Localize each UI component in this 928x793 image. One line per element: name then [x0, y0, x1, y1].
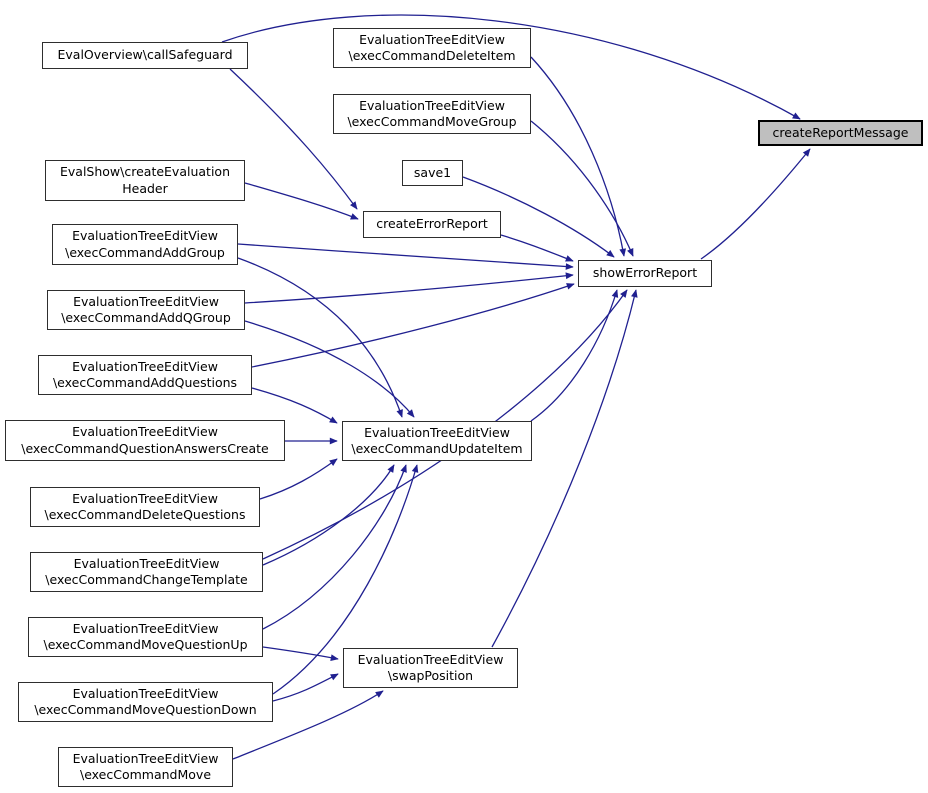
edge-execCommandAddGroup-to-showErrorReport: [238, 244, 573, 267]
node-label: showErrorReport: [592, 265, 698, 281]
node-label: EvaluationTreeEditView: [72, 228, 218, 243]
node-label: \execCommandAddQGroup: [61, 310, 231, 325]
node-execCommandUpdateItem[interactable]: [342, 421, 532, 461]
node-execCommandDeleteItem[interactable]: [333, 28, 531, 68]
node-label: \execCommandAddQuestions: [52, 375, 238, 390]
node-execCommandMove[interactable]: [58, 747, 233, 787]
node-label: \execCommandMoveQuestionUp: [43, 637, 248, 652]
node-label: EvaluationTreeEditView: [72, 620, 219, 636]
node-execCommandMoveGroup[interactable]: [333, 94, 531, 134]
node-label: EvaluationTreeEditView: [73, 293, 219, 309]
node-createErrorReport[interactable]: [363, 211, 501, 238]
node-label: \execCommandUpdateItem: [351, 441, 523, 456]
node-label: EvaluationTreeEditView: [364, 424, 510, 440]
node-callSafeguard[interactable]: [42, 42, 248, 69]
node-label: \execCommandAddGroup: [65, 244, 225, 260]
node-label: EvaluationTreeEditView: [357, 651, 504, 667]
edge-swapPosition-to-showErrorReport: [492, 290, 636, 647]
node-label: \execCommandMoveGroup: [347, 114, 517, 129]
node-label: EvaluationTreeEditView: [73, 555, 220, 571]
node-execCommandMoveQuestionDown[interactable]: [18, 682, 273, 722]
node-label: \execCommandMove: [79, 767, 212, 782]
edge-execCommandAddQGroup-to-execCommandUpdateItem: [245, 321, 414, 417]
node-swapPosition[interactable]: [343, 648, 518, 688]
edge-execCommandMoveGroup-to-showErrorReport: [531, 121, 633, 256]
node-execCommandQuestionAnswersCreate[interactable]: [5, 420, 285, 461]
node-execCommandMoveQuestionUp[interactable]: [28, 617, 263, 657]
edge-execCommandAddQGroup-to-showErrorReport: [245, 275, 573, 303]
node-execCommandAddQGroup[interactable]: [47, 290, 245, 330]
edge-execCommandMoveQuestionUp-to-swapPosition: [263, 647, 338, 659]
edge-execCommandAddQuestions-to-showErrorReport: [252, 284, 574, 367]
edge-execCommandUpdateItem-to-showErrorReport: [531, 290, 617, 421]
edge-callSafeguard-to-createErrorReport: [230, 69, 357, 209]
edge-createErrorReport-to-showErrorReport: [501, 235, 573, 261]
node-label: EvaluationTreeEditView: [72, 685, 219, 701]
node-label: \execCommandDeleteQuestions: [44, 507, 246, 522]
edge-execCommandAddGroup-to-execCommandUpdateItem: [238, 258, 402, 417]
node-label: createReportMessage: [772, 124, 909, 140]
node-label: EvalOverview\callSafeguard: [57, 47, 233, 63]
node-label: EvaluationTreeEditView: [72, 750, 219, 766]
node-createEvaluationHeader[interactable]: [45, 160, 245, 201]
node-createReportMessage[interactable]: [758, 120, 923, 146]
node-execCommandAddGroup[interactable]: [52, 224, 238, 265]
node-label: Header: [122, 180, 168, 196]
edge-execCommandDeleteQuestions-to-execCommandUpdateItem: [260, 459, 337, 499]
edge-execCommandAddQuestions-to-execCommandUpdateItem: [252, 388, 337, 423]
node-label: \execCommandDeleteItem: [348, 48, 516, 63]
node-label: \swapPosition: [387, 668, 474, 683]
node-label: EvaluationTreeEditView: [72, 490, 218, 506]
node-label: \execCommandMoveQuestionDown: [34, 702, 257, 717]
edge-showErrorReport-to-createReportMessage: [701, 149, 810, 259]
node-label: \execCommandChangeTemplate: [45, 572, 248, 587]
edge-execCommandDeleteItem-to-showErrorReport: [531, 57, 624, 256]
node-label: EvaluationTreeEditView: [359, 31, 505, 47]
node-label: EvaluationTreeEditView: [359, 97, 505, 113]
node-showErrorReport[interactable]: [578, 260, 712, 287]
node-execCommandAddQuestions[interactable]: [38, 355, 252, 395]
node-execCommandChangeTemplate[interactable]: [30, 552, 263, 592]
node-label: createErrorReport: [376, 216, 488, 232]
node-label: EvaluationTreeEditView: [72, 358, 218, 374]
node-execCommandDeleteQuestions[interactable]: [30, 487, 260, 527]
node-label: save1: [413, 164, 452, 180]
node-save1[interactable]: [402, 160, 463, 186]
node-label: EvaluationTreeEditView: [72, 424, 218, 439]
node-label: \execCommandQuestionAnswersCreate: [21, 440, 269, 456]
node-label: EvalShow\createEvaluation: [59, 164, 230, 179]
